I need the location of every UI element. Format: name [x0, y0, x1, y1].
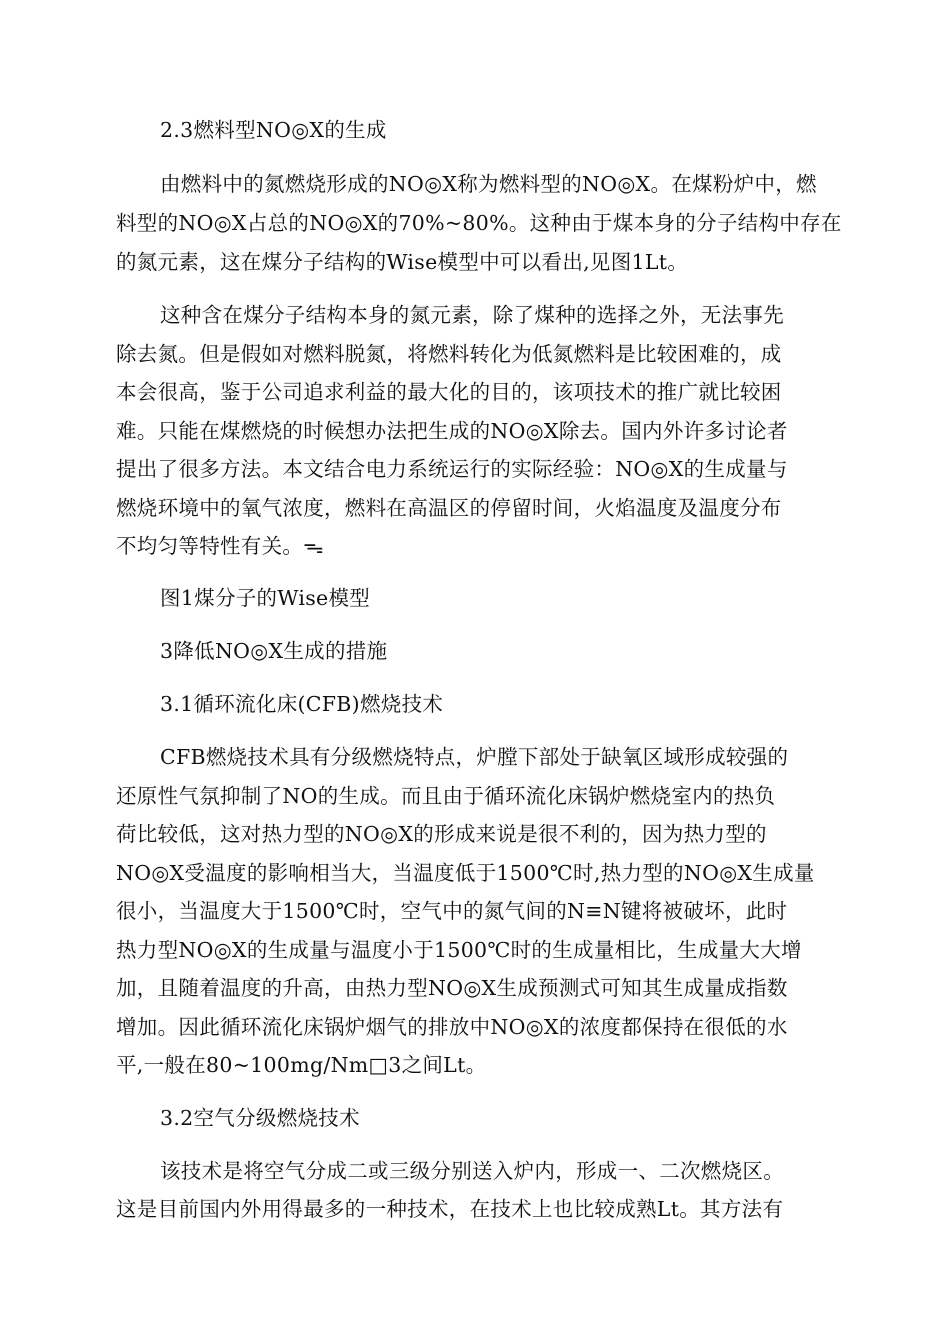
paragraph-line: 不均匀等特性有关。ᯓ: [116, 534, 324, 558]
paragraph-line: 该技术是将空气分成二或三级分别送入炉内，形成一、二次燃烧区。: [160, 1159, 784, 1183]
paragraph-line: 难。只能在煤燃烧的时候想办法把生成的NO◎X除去。国内外许多讨论者: [116, 419, 788, 443]
paragraph-line: 由燃料中的氮燃烧形成的NO◎X称为燃料型的NO◎X。在煤粉炉中，燃: [160, 172, 817, 196]
paragraph-line: 本会很高，鉴于公司追求利益的最大化的目的，该项技术的推广就比较困: [116, 380, 782, 404]
section-heading-3-2: 3.2空气分级燃烧技术: [160, 1106, 360, 1130]
paragraph-line: 这是目前国内外用得最多的一种技术，在技术上也比较成熟Lt。其方法有: [116, 1197, 784, 1221]
paragraph-line: 增加。因此循环流化床锅炉烟气的排放中NO◎X的浓度都保持在很低的水: [116, 1015, 788, 1039]
section-heading-2-3: 2.3燃料型NO◎X的生成: [160, 118, 387, 142]
paragraph-line: NO◎X受温度的影响相当大，当温度低于1500℃时,热力型的NO◎X生成量: [116, 861, 815, 885]
paragraph-line: 提出了很多方法。本文结合电力系统运行的实际经验：NO◎X的生成量与: [116, 457, 788, 481]
paragraph-line: 很小，当温度大于1500℃时，空气中的氮气间的N≡N键将被破坏，此时: [116, 899, 788, 923]
paragraph-line: 的氮元素，这在煤分子结构的Wise模型中可以看出,见图1Lt。: [116, 250, 689, 274]
paragraph-line: 这种含在煤分子结构本身的氮元素，除了煤种的选择之外，无法事先: [160, 303, 784, 327]
paragraph-line: 加，且随着温度的升高，由热力型NO◎X生成预测式可知其生成量成指数: [116, 976, 788, 1000]
paragraph-line: 还原性气氛抑制了NO的生成。而且由于循环流化床锅炉燃烧室内的热负: [116, 784, 776, 808]
section-heading-3: 3降低NO◎X生成的措施: [160, 639, 388, 663]
paragraph-line: 燃烧环境中的氧气浓度，燃料在高温区的停留时间，火焰温度及温度分布: [116, 496, 782, 520]
paragraph-line: 平,一般在80~100mg/Nm□3之间Lt。: [116, 1053, 487, 1077]
section-heading-3-1: 3.1循环流化床(CFB)燃烧技术: [160, 692, 444, 716]
paragraph-line: 荷比较低，这对热力型的NO◎X的形成来说是很不利的，因为热力型的: [116, 822, 767, 846]
paragraph-line: 除去氮。但是假如对燃料脱氮，将燃料转化为低氮燃料是比较困难的，成: [116, 342, 782, 366]
paragraph-line: 料型的NO◎X占总的NO◎X的70%~80%。这种由于煤本身的分子结构中存在: [116, 211, 842, 235]
paragraph-line: CFB燃烧技术具有分级燃烧特点，炉膛下部处于缺氧区域形成较强的: [160, 745, 789, 769]
figure-caption: 图1煤分子的Wise模型: [160, 586, 371, 610]
paragraph-line: 热力型NO◎X的生成量与温度小于1500℃时的生成量相比，生成量大大增: [116, 938, 802, 962]
